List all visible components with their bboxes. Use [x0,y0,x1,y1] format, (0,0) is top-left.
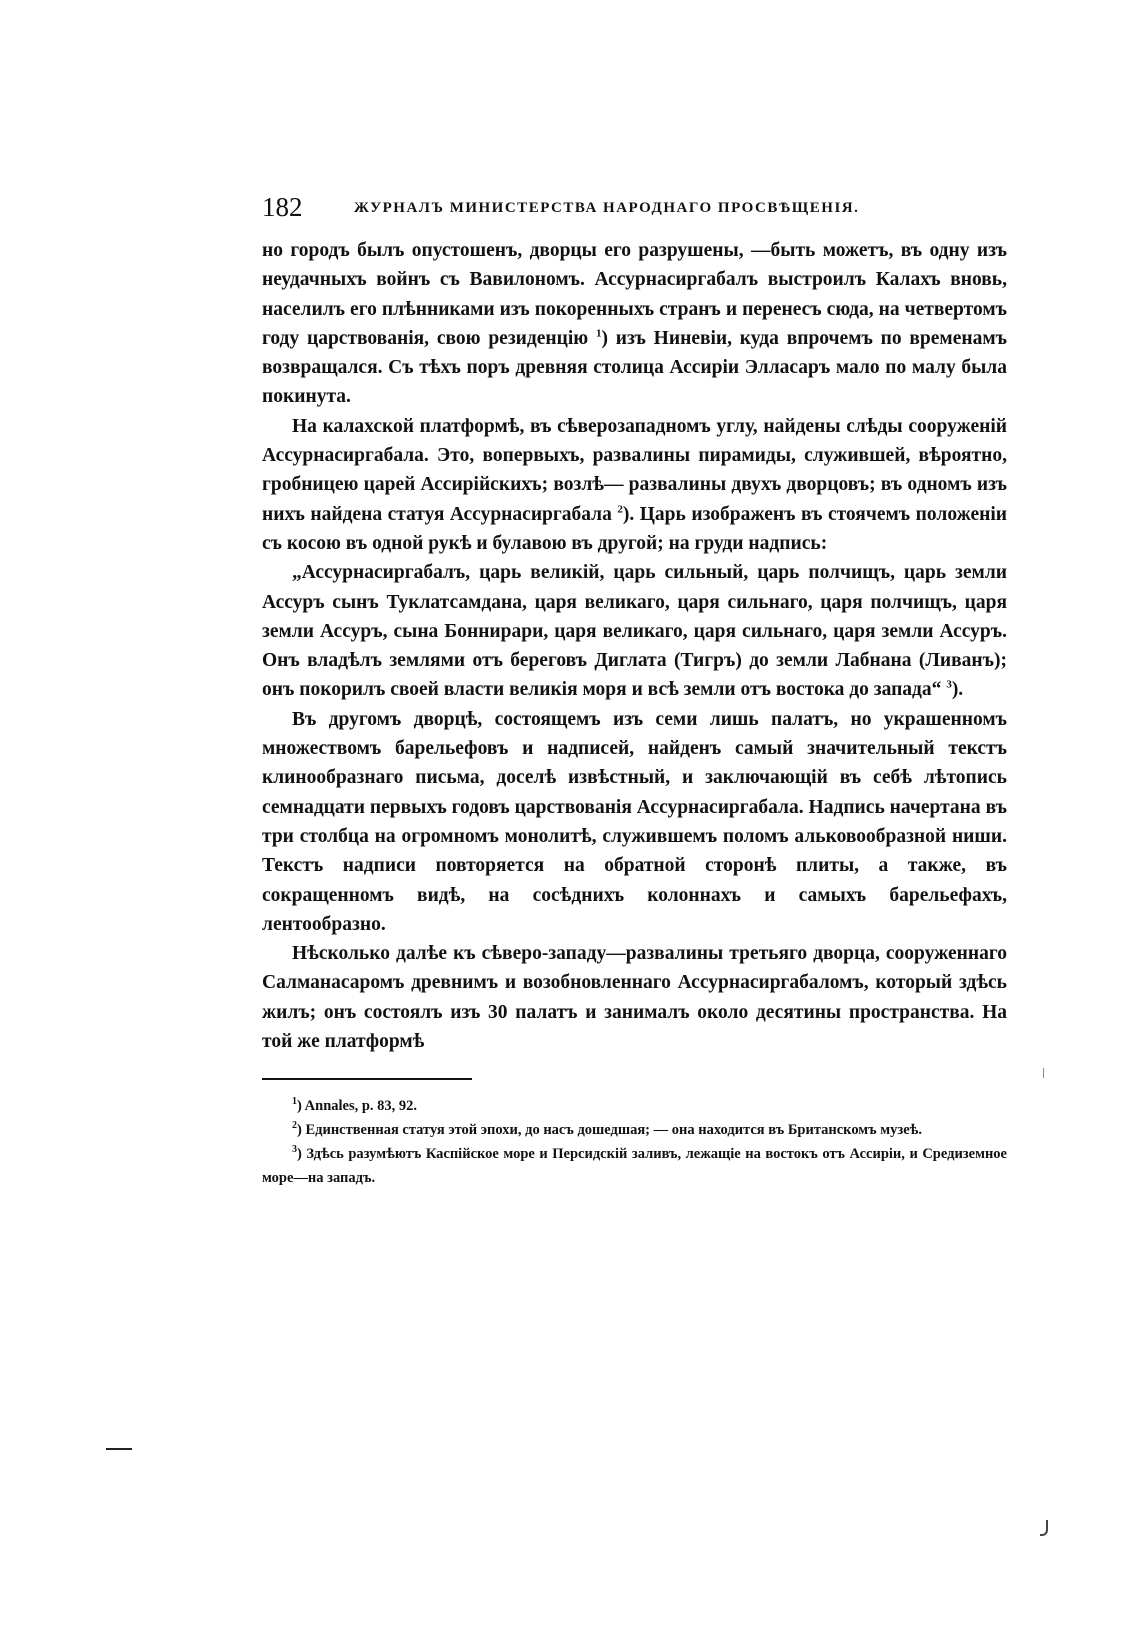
running-title: ЖУРНАЛЪ МИНИСТЕРСТВА НАРОДНАГО ПРОСВѢЩЕНІЯ. [354,200,860,216]
footnote-3-mark: 3 [292,1144,297,1156]
footnote-3 [262,1142,1007,1190]
paragraph-3-quote [262,558,1007,704]
paragraph-3-tail: ). [951,679,964,701]
page-number: 182 [262,192,303,222]
footnote-1 [262,1094,1007,1118]
scan-mark-tick [1043,1068,1044,1078]
footnote-3-text: ) Здѣсь разумѣютъ Каспійское море и Персидскій заливъ, лежащіе на востокъ отъ Ассиріи, и Средиземное море—на западъ. [262,1146,1007,1187]
paragraph-1-tail: изъ Ниневіи, куда впрочемъ по временамъ возвращался. Съ тѣхъ поръ древняя столица Ассиріи Элласаръ мало по малу была покинута. [262,327,1008,408]
scan-mark-dash [106,1448,132,1450]
paragraph-2-text: На калахской платформѣ, въ сѣверозападномъ углу, найдены слѣды сооруженій Ассурнасиргабала. Это, вопервыхъ, развалины пирамиды, служившей, вѣроятно, гробницею царей Ассирійскихъ; возлѣ— развалины двухъ дворцовъ; въ одномъ изъ нихъ найдена статуя Ассурнасиргабала [262,415,1007,525]
footnote-2-text: ) Единственная статуя этой эпохи, до насъ дошедшая; — она находится въ Британскомъ музеѣ. [297,1122,922,1139]
footnote-1-text: ) Annales, p. 83, 92. [297,1098,418,1115]
footnote-ref-3[interactable]: 3 [946,678,952,691]
paragraph-3-text: „Ассурнасиргабалъ, царь великій, царь сильный, царь полчищъ, царь земли Ассуръ сынъ Туклатсамдана, царя великаго, царя сильнаго, царя полчищъ, царя земли Ассуръ, сына Боннирари, царя великаго, царя сильнаго, царя земли Ассуръ. Онъ владѣлъ землями отъ береговъ Диглата (Тигръ) до земли Лабнана (Ливанъ); онъ покорилъ своей власти великія моря и всѣ земли отъ востока до запада“ [262,562,1007,701]
paragraph-1: но городъ былъ опустошенъ, дворцы его разрушены, —быть можетъ, въ одну изъ неудачныхъ войнъ съ Вавилономъ. Ассурнасиргабалъ выстроилъ Калахъ вновь, населилъ его плѣнниками изъ покоренныхъ странъ и перенесъ сюда, на четвертомъ году царствованія, свою резиденцію $^1$) изъ Ниневіи, куда впрочемъ по временамъ возвращался. Съ тѣхъ поръ древняя столица Ассиріи Элласаръ мало по малу была покинута. [262,240,1008,408]
page-header [262,190,1007,230]
footnote-divider [262,1078,472,1080]
footnotes [262,1094,1007,1190]
paragraph-2 [262,412,1007,558]
scan-mark-hook [1040,1520,1048,1536]
paragraph-4: Въ другомъ дворцѣ, состоящемъ изъ семи лишь палатъ, но украшенномъ множествомъ барельефовъ и надписей, найденъ самый значительный текстъ клинообразнаго письма, доселѣ извѣстный, и заключающій въ себѣ лѣтопись семнадцати первыхъ годовъ царствованія Ассурнасиргабала. Надпись начертана въ три столбца на огромномъ монолитѣ, служившемъ поломъ альковообразной ниши. Текстъ надписи повторяется на обратной сторонѣ плиты, а также, въ сокращенномъ видѣ, на сосѣднихъ колоннахъ и самыхъ барельефахъ, лентообразно. [262,708,1007,935]
footnote-2 [262,1118,1007,1142]
paragraph-1-text: но городъ былъ опустошенъ, дворцы его разрушены, —быть можетъ, въ одну изъ неудачныхъ войнъ съ Вавилономъ. Ассурнасиргабалъ выстроилъ Калахъ вновь, населилъ его плѣнниками изъ покоренныхъ странъ и перенесъ сюда, на четвертомъ году царствованія, свою резиденцію [262,240,1007,349]
paragraph-5: Нѣсколько далѣе къ сѣверо-западу—развалины третьяго дворца, сооруженнаго Салманасаромъ древнимъ и возобновленнаго Ассурнасиргабаломъ, который здѣсь жилъ; онъ состоялъ изъ 30 палатъ и занималъ около десятины пространства. На той же платформѣ [262,943,1007,1053]
footnote-ref-2[interactable]: 2 [617,503,623,516]
footnote-2-mark: 2 [292,1120,297,1132]
footnote-ref-1[interactable]: 1 [596,327,602,340]
footnote-1-mark: 1 [292,1096,297,1108]
document-page [262,190,1007,1190]
paragraph-2-tail: ). Царь изображенъ въ стоячемъ положеніи съ косою въ одной рукѣ и булавою въ другой; на груди надпись: [262,503,1008,554]
